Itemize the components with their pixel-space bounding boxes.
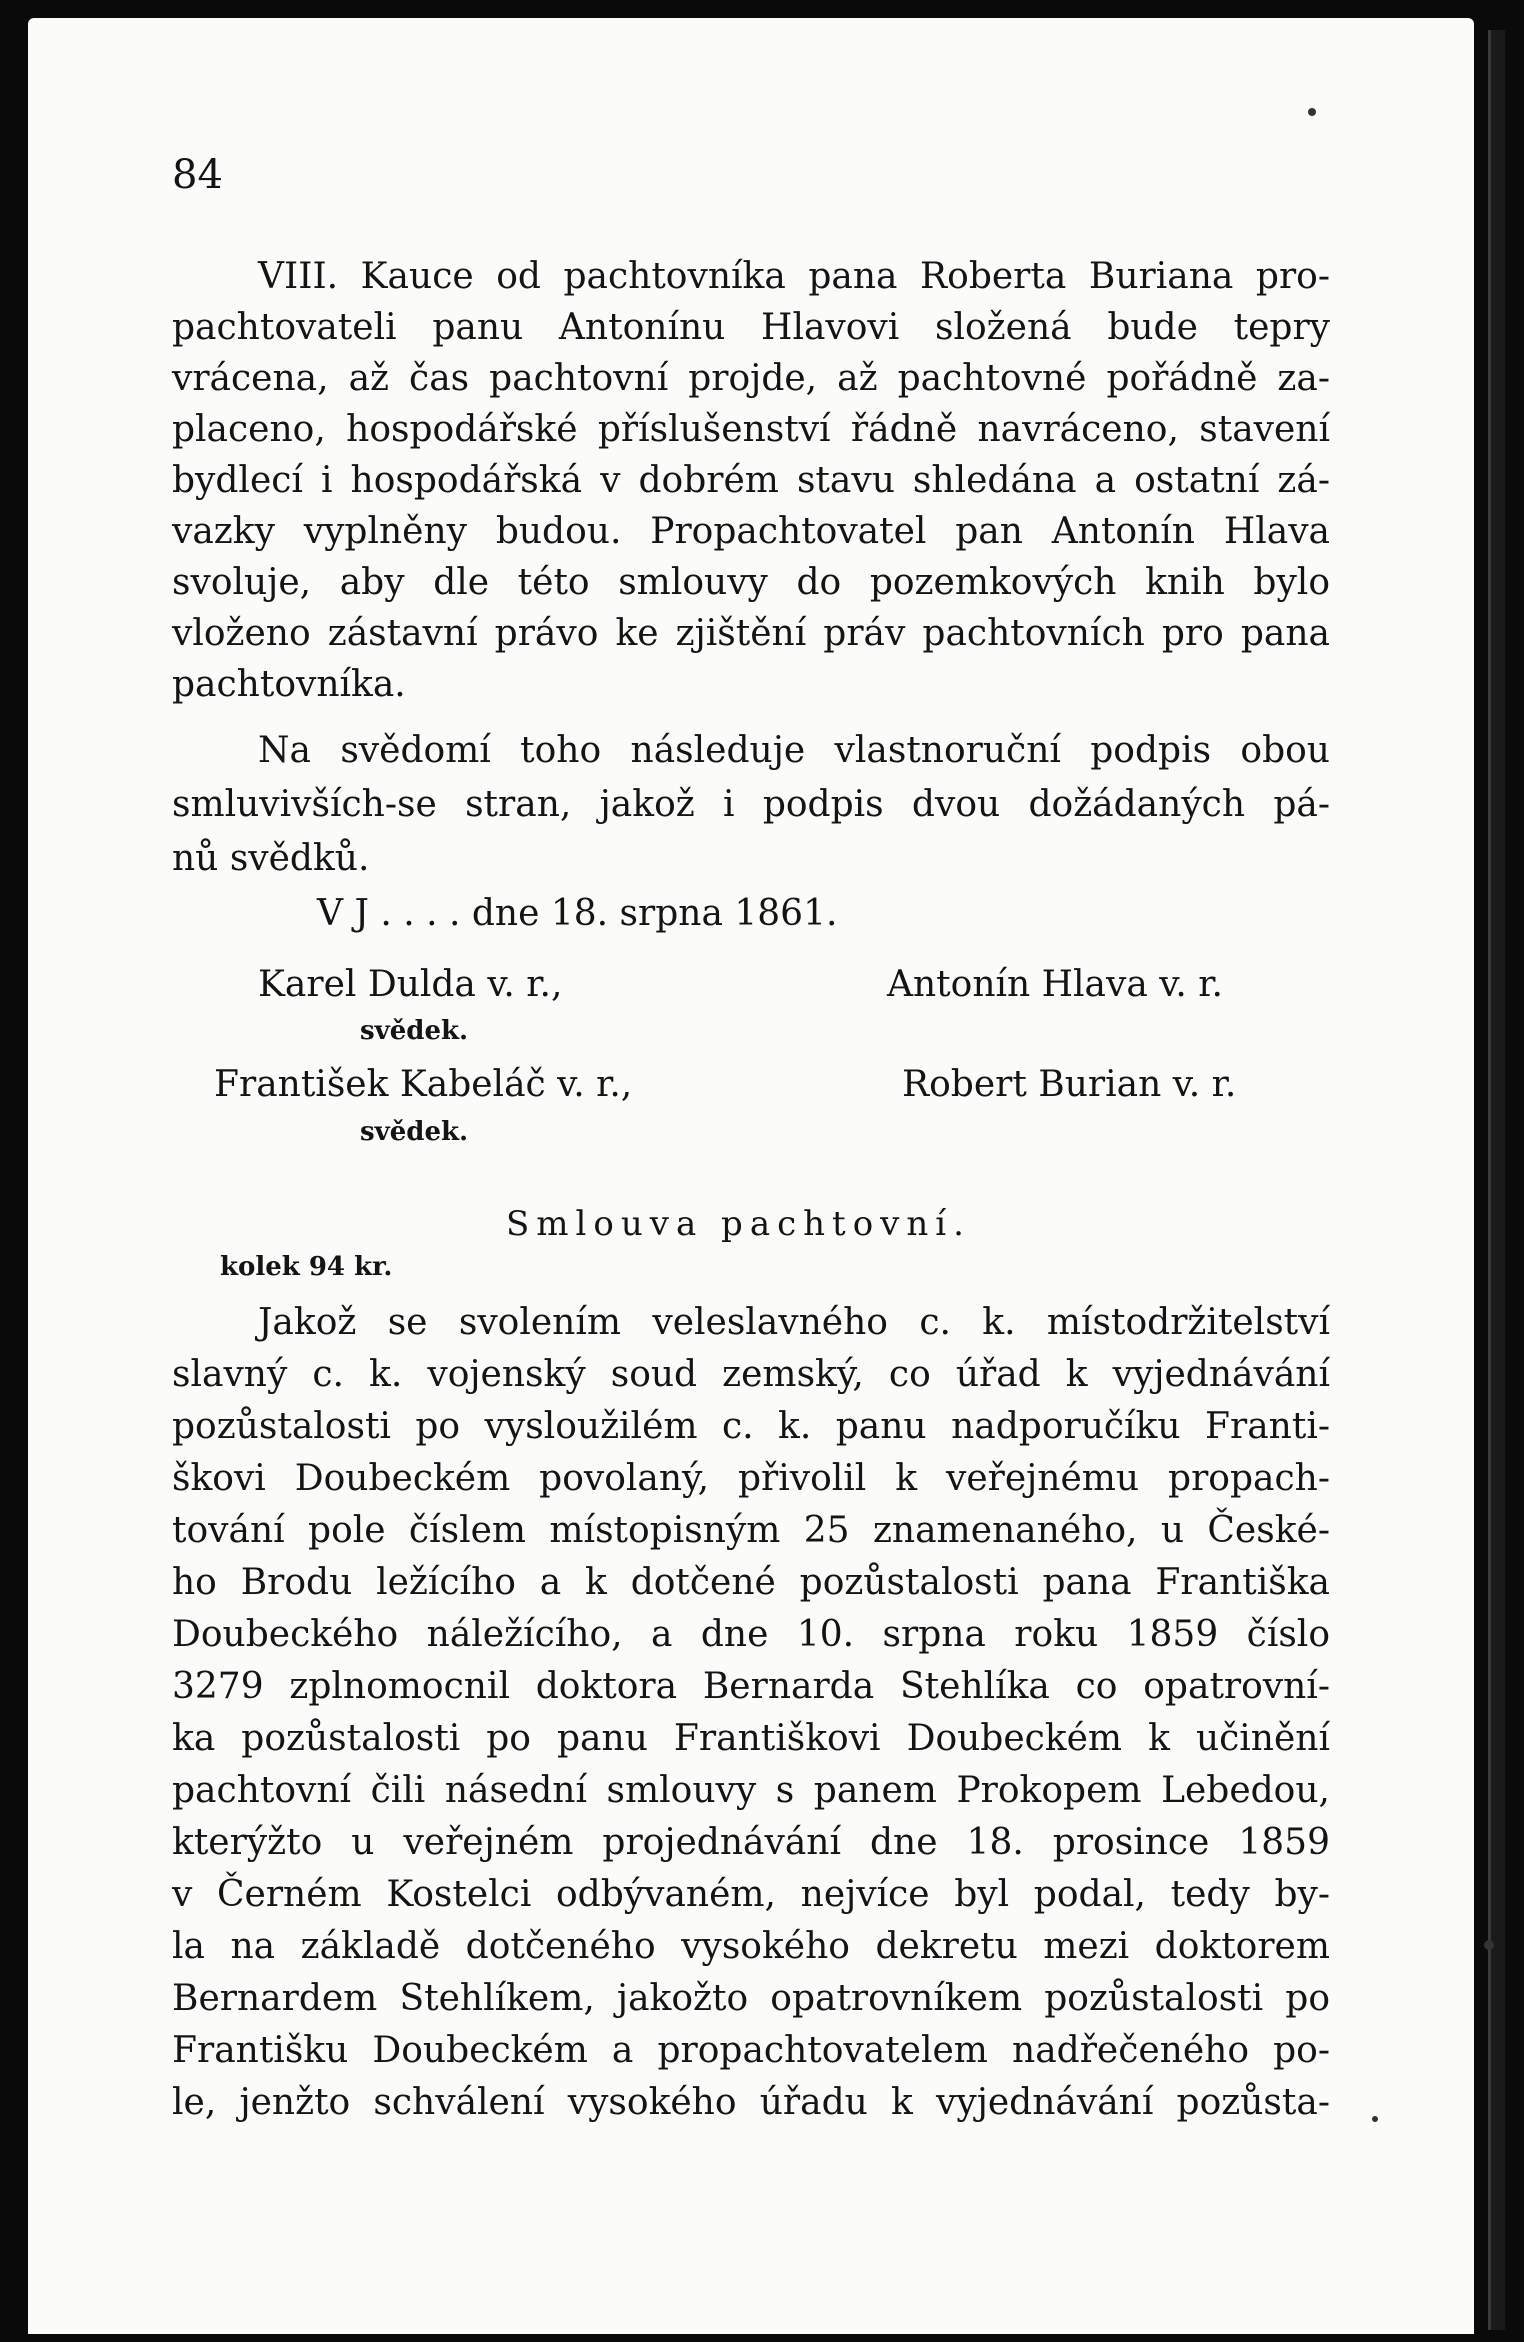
paragraph-line: Jakož se svolením veleslavného c. k. místodržitelství [258, 1302, 1330, 1343]
paragraph-line: ho Brodu ležícího a k dotčené pozůstalosti pana Františka [172, 1562, 1330, 1603]
paragraph-line: Františku Doubeckém a propachtovatelem nadřečeného po- [172, 2030, 1330, 2071]
paragraph-line: Doubeckého náležícího, a dne 10. srpna roku 1859 číslo [172, 1614, 1330, 1655]
paragraph-line: la na základě dotčeného vysokého dekretu mezi doktorem [172, 1926, 1330, 1967]
date-line: V J . . . . dne 18. srpna 1861. [317, 893, 838, 934]
paragraph-line: pachtovateli panu Antonínu Hlavovi složená bude tepry [172, 307, 1330, 348]
paragraph-line: 3279 zplnomocnil doktora Bernarda Stehlíka co opatrovní- [172, 1666, 1330, 1707]
paragraph-line: bydlecí i hospodářská v dobrém stavu shledána a ostatní zá- [172, 460, 1330, 501]
witness-2-signature: František Kabeláč v. r., [214, 1064, 633, 1105]
paragraph-line: vloženo zástavní právo ke zjištění práv pachtovních pro pana [172, 613, 1330, 654]
paragraph-line: pachtovní čili násední smlouvy s panem Prokopem Lebedou, [172, 1770, 1330, 1811]
paragraph-line: svoluje, aby dle této smlouvy do pozemkových knih bylo [172, 562, 1330, 603]
scan-speck [1308, 108, 1316, 116]
paragraph-line: pachtovníka. [172, 664, 406, 705]
paragraph-line: tování pole číslem místopisným 25 znamenaného, u České- [172, 1510, 1330, 1551]
scan-speck [1484, 1940, 1494, 1950]
contract-title: Smlouva pachtovní. [506, 1204, 971, 1244]
paragraph-line: kterýžto u veřejném projednávání dne 18. prosince 1859 [172, 1822, 1330, 1863]
paragraph-line: vazky vyplněny budou. Propachtovatel pan Antonín Hlava [172, 511, 1330, 552]
paragraph-line: smluvivších-se stran, jakož i podpis dvou dožádaných pá- [172, 784, 1330, 825]
paragraph-line: pozůstalosti po vysloužilém c. k. panu nadporučíku Franti- [172, 1406, 1330, 1447]
stamp-note: kolek 94 kr. [220, 1252, 393, 1282]
scan-speck [1372, 2116, 1378, 2122]
paragraph-line: vrácena, až čas pachtovní projde, až pachtovné pořádně za- [172, 358, 1330, 399]
paragraph-line: placeno, hospodářské příslušenství řádně navráceno, stavení [172, 409, 1330, 450]
witness-1-signature: Karel Dulda v. r., [258, 964, 563, 1005]
paragraph-line: škovi Doubeckém povolaný, přivolil k veřejnému propach- [172, 1458, 1330, 1499]
witness-2-role: svědek. [360, 1117, 469, 1147]
paragraph-line: nů svědků. [172, 838, 370, 879]
paragraph-line: Bernardem Stehlíkem, jakožto opatrovníkem pozůstalosti po [172, 1978, 1330, 2019]
page-number: 84 [172, 152, 223, 198]
party-2-signature: Robert Burian v. r. [902, 1064, 1237, 1105]
paragraph-line: VIII. Kauce od pachtovníka pana Roberta Buriana pro- [258, 256, 1330, 297]
paragraph-line: le, jenžto schválení vysokého úřadu k vyjednávání pozůsta- [172, 2082, 1330, 2123]
paragraph-line: Na svědomí toho následuje vlastnoruční podpis obou [258, 730, 1330, 771]
paragraph-line: v Černém Kostelci odbývaném, nejvíce byl podal, tedy by- [172, 1874, 1330, 1915]
paragraph-line: slavný c. k. vojenský soud zemský, co úřad k vyjednávání [172, 1354, 1330, 1395]
paragraph-line: ka pozůstalosti po panu Františkovi Doubeckém k učinění [172, 1718, 1330, 1759]
party-1-signature: Antonín Hlava v. r. [887, 964, 1223, 1005]
witness-1-role: svědek. [360, 1016, 469, 1046]
